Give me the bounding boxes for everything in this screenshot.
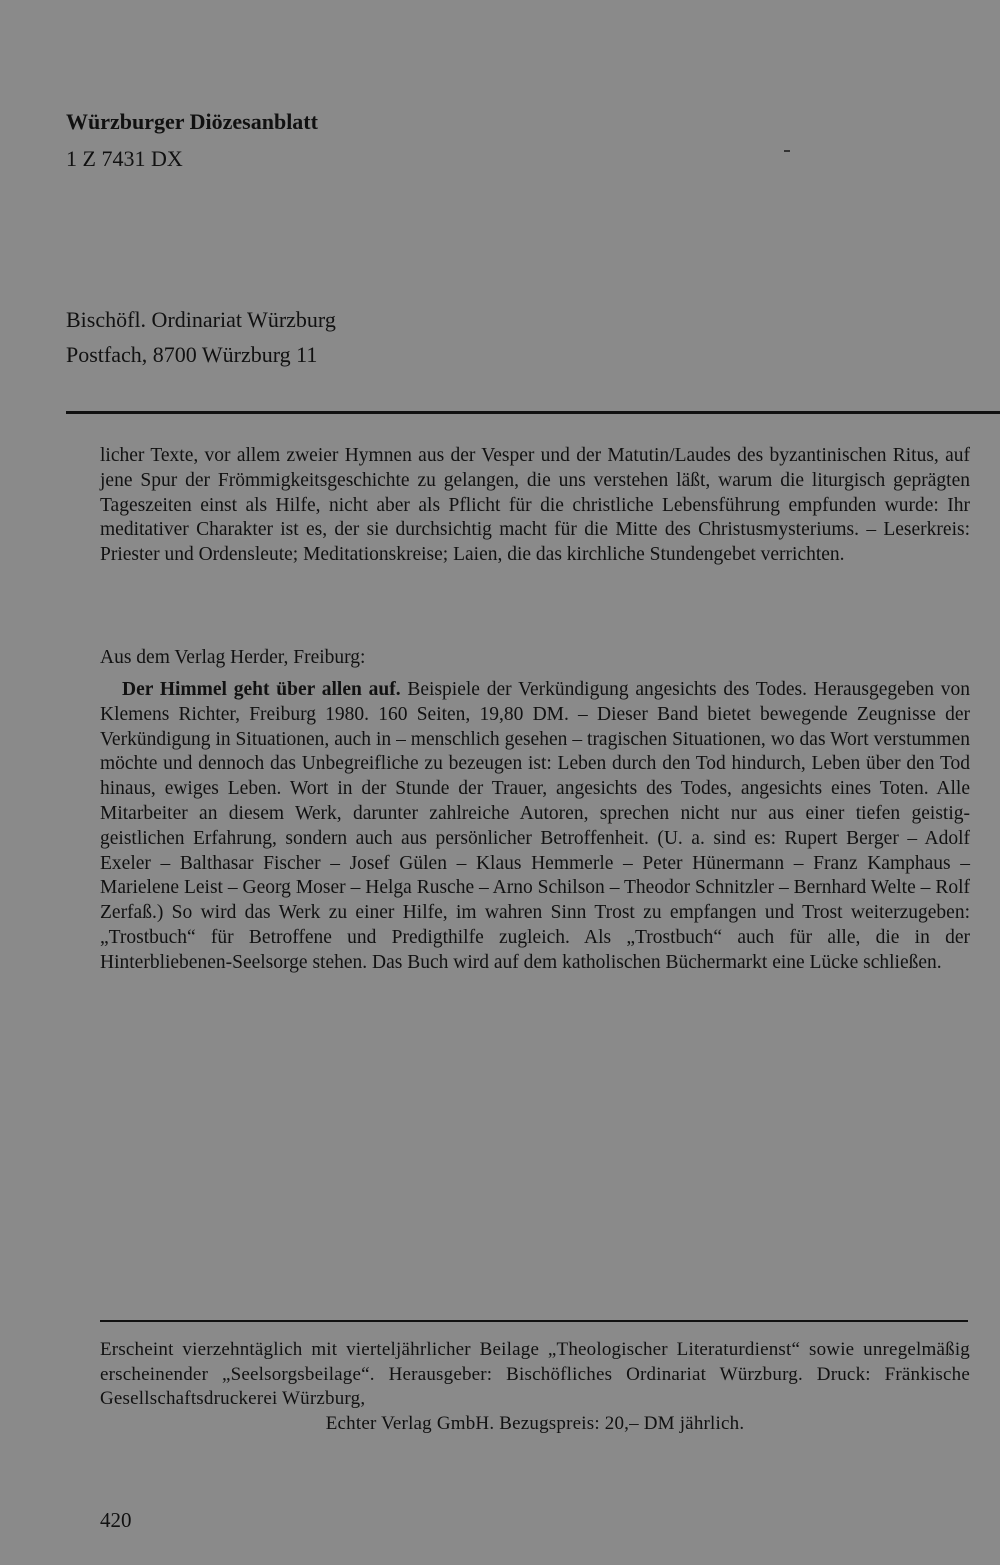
impressum-text: Erscheint vierzehntäglich mit vierteljährlicher Beilage „Theologischer Literaturdienst“ sowie unregelmäßig erscheinender „Seelsorgsbeilage“. Herausgeber: Bischöfliches Ordinariat Würzburg. Druck: Fränkische Gesellschaftsdruckerei Würzburg,	[100, 1339, 970, 1409]
continuation-text: licher Texte, vor allem zweier Hymnen aus der Vesper und der Matutin/Laudes des byzantinischen Ritus, auf jene Spur der Frömmigkeitsgeschichte zu gelangen, die uns verstehen läßt, warum die liturgisch geprägten Tageszeiten einst als Hilfe, nicht aber als Pflicht für die christliche Lebensführung empfunden wurde: Ihr meditativer Charakter ist es, der sie durchsichtig macht für die Mitte des Christusmysteriums. – Leserkreis: Priester und Ordensleute; Meditationskreise; Laien, die das kirchliche Stundengebet verrichten.	[100, 445, 970, 566]
masthead	[66, 103, 766, 177]
continuation-paragraph	[100, 444, 970, 568]
book-review	[100, 678, 970, 976]
review-text: Beispiele der Verkündigung angesichts des Todes. Herausgegeben von Klemens Richter, Freiburg 1980. 160 Seiten, 19,80 DM. – Dieser Band bietet bewegende Zeugnisse der Verkündigung in Situationen, auch in – menschlich gesehen – tragischen Situationen, wo das Wort verstummen möchte und dennoch das Unbegreifliche zu bezeugen ist: Leben durch den Tod hindurch, Leben über den Tod hinaus, ewiges Leben. Wort in der Stunde der Trauer, angesichts des Todes, angesichts eines Toten. Alle Mitarbeiter an diesem Werk, darunter zahlreiche Autoren, sprechen nicht nur aus einer tiefen geistig-geistlichen Erfahrung, sondern auch aus persönlicher Betroffenheit. (U. a. sind es: Rupert Berger – Adolf Exeler – Balthasar Fischer – Josef Gülen – Klaus Hemmerle – Peter Hünermann – Franz Kamphaus – Marielene Leist – Georg Moser – Helga Rusche – Arno Schilson – Theodor Schnitzler – Bernhard Welte – Rolf Zerfaß.) So wird das Werk zu einer Hilfe, im wahren Sinn Trost zu empfangen und Trost weiterzugeben: „Trostbuch“ für Betroffene und Predigthilfe zugleich. Als „Trostbuch“ auch für alle, die in der Hinterbliebenen-Seelsorge stehen. Das Buch wird auf dem katholischen Büchermarkt eine Lücke schließen.	[100, 679, 970, 973]
publisher-heading: Aus dem Verlag Herder, Freiburg:	[100, 647, 366, 668]
sender-address	[66, 302, 766, 372]
footer-divider	[100, 1320, 968, 1322]
sender-postbox: Postfach, 8700 Würzburg 11	[66, 342, 318, 367]
impressum-last-line: Echter Verlag GmbH. Bezugspreis: 20,– DM jährlich.	[325, 1412, 745, 1434]
top-divider	[66, 411, 1000, 414]
book-title: Der Himmel geht über allen auf.	[122, 679, 401, 700]
impressum	[100, 1338, 970, 1436]
publication-code: 1 Z 7431 DX	[66, 146, 183, 171]
publication-title: Würzburger Diözesanblatt	[66, 109, 318, 134]
sender-name: Bischöfl. Ordinariat Würzburg	[66, 307, 336, 332]
stray-mark	[784, 150, 790, 152]
page-number: 420	[100, 1508, 132, 1532]
